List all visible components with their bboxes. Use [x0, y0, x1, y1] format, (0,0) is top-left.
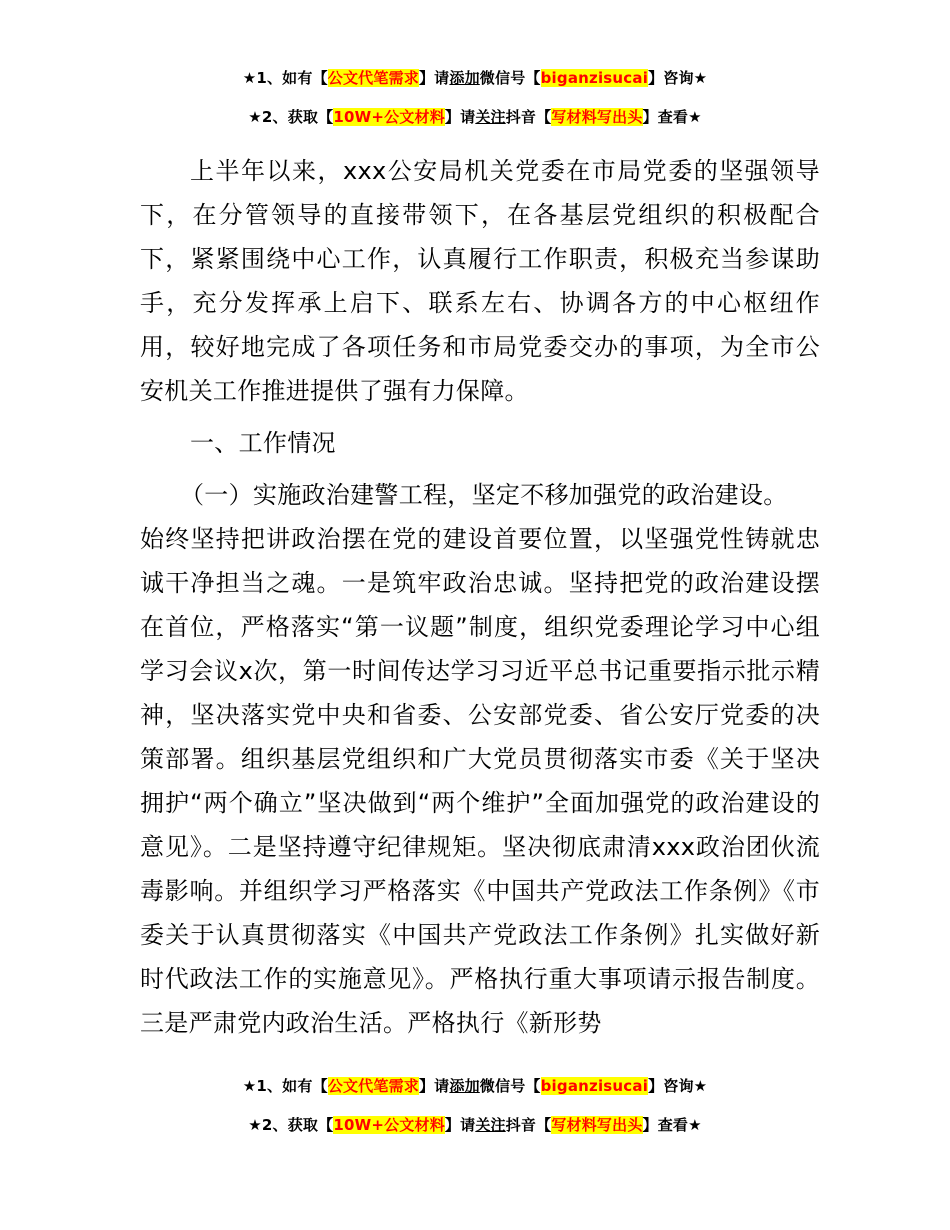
section-heading: 一、工作情况 [190, 429, 336, 457]
subsection-title: （一）实施政治建警工程，坚定不移加强党的政治建设。 [180, 481, 788, 509]
banner-text: 】请 [418, 69, 450, 87]
banner-highlight: 写材料写出头 [551, 1116, 643, 1134]
banner-text: 】查看★ [642, 108, 702, 126]
banner-text: ★1、如有【 [242, 1077, 328, 1095]
banner-text: 微信号【 [479, 1077, 541, 1095]
banner-highlight: 公文代笔需求 [327, 1077, 419, 1095]
banner-highlight: biganzisucai [540, 1077, 649, 1095]
banner-highlight: biganzisucai [540, 69, 649, 87]
banner-text: 】咨询★ [648, 1077, 708, 1095]
banner-text: 抖音【 [505, 1116, 552, 1134]
banner-highlight: 10W+公文材料 [333, 1116, 445, 1134]
banner-highlight: 公文代笔需求 [327, 69, 419, 87]
bottom-banner-line-2 [0, 1115, 950, 1135]
top-banner-line-1 [0, 68, 950, 88]
bottom-banner-line-1 [0, 1076, 950, 1096]
banner-text: ★2、获取【 [248, 108, 334, 126]
document-body [140, 149, 820, 1045]
banner-text: 微信号【 [479, 69, 541, 87]
banner-text: 】咨询★ [648, 69, 708, 87]
top-banner-line-2 [0, 107, 950, 127]
banner-underlined-text: 关注 [475, 1116, 506, 1134]
banner-underlined-text: 关注 [475, 108, 506, 126]
banner-text: 】请 [444, 1116, 476, 1134]
banner-text: 抖音【 [505, 108, 552, 126]
banner-underlined-text: 添加 [449, 69, 480, 87]
subsection-body: 始终坚持把讲政治摆在党的建设首要位置，以坚强党性铸就忠诚干净担当之魂。一是筑牢政治忠诚。坚持把党的政治建设摆在首位，严格落实“第一议题”制度，组织党委理论学习中心组学习会议x次，第一时间传达学习习近平总书记重要指示批示精神，坚决落实党中央和省委、公安部党委、省公安厅党委的决策部署。组织基层党组织和广大党员贯彻落实市委《关于坚决拥护“两个确立”坚决做到“两个维护”全面加强党的政治建设的意见》。二是坚持遵守纪律规矩。坚决彻底肃清xxx政治团伙流毒影响。并组织学习严格落实《中国共产党政法工作条例》《市委关于认真贯彻落实《中国共产党政法工作条例》扎实做好新时代政法工作的实施意见》。严格执行重大事项请示报告制度。三是严肃党内政治生活。严格执行《新形势 [140, 525, 820, 1037]
intro-paragraph: 上半年以来，xxx公安局机关党委在市局党委的坚强领导下，在分管领导的直接带领下，在各基层党组织的积极配合下，紧紧围绕中心工作，认真履行工作职责，积极充当参谋助手，充分发挥承上启下、联系左右、协调各方的中心枢纽作用，较好地完成了各项任务和市局党委交办的事项，为全市公安机关工作推进提供了强有力保障。 [140, 157, 820, 405]
banner-text: ★2、获取【 [248, 1116, 334, 1134]
banner-highlight: 写材料写出头 [551, 108, 643, 126]
banner-text: ★1、如有【 [242, 69, 328, 87]
banner-text: 】请 [444, 108, 476, 126]
banner-highlight: 10W+公文材料 [333, 108, 445, 126]
banner-underlined-text: 添加 [449, 1077, 480, 1095]
banner-text: 】查看★ [642, 1116, 702, 1134]
banner-text: 】请 [418, 1077, 450, 1095]
